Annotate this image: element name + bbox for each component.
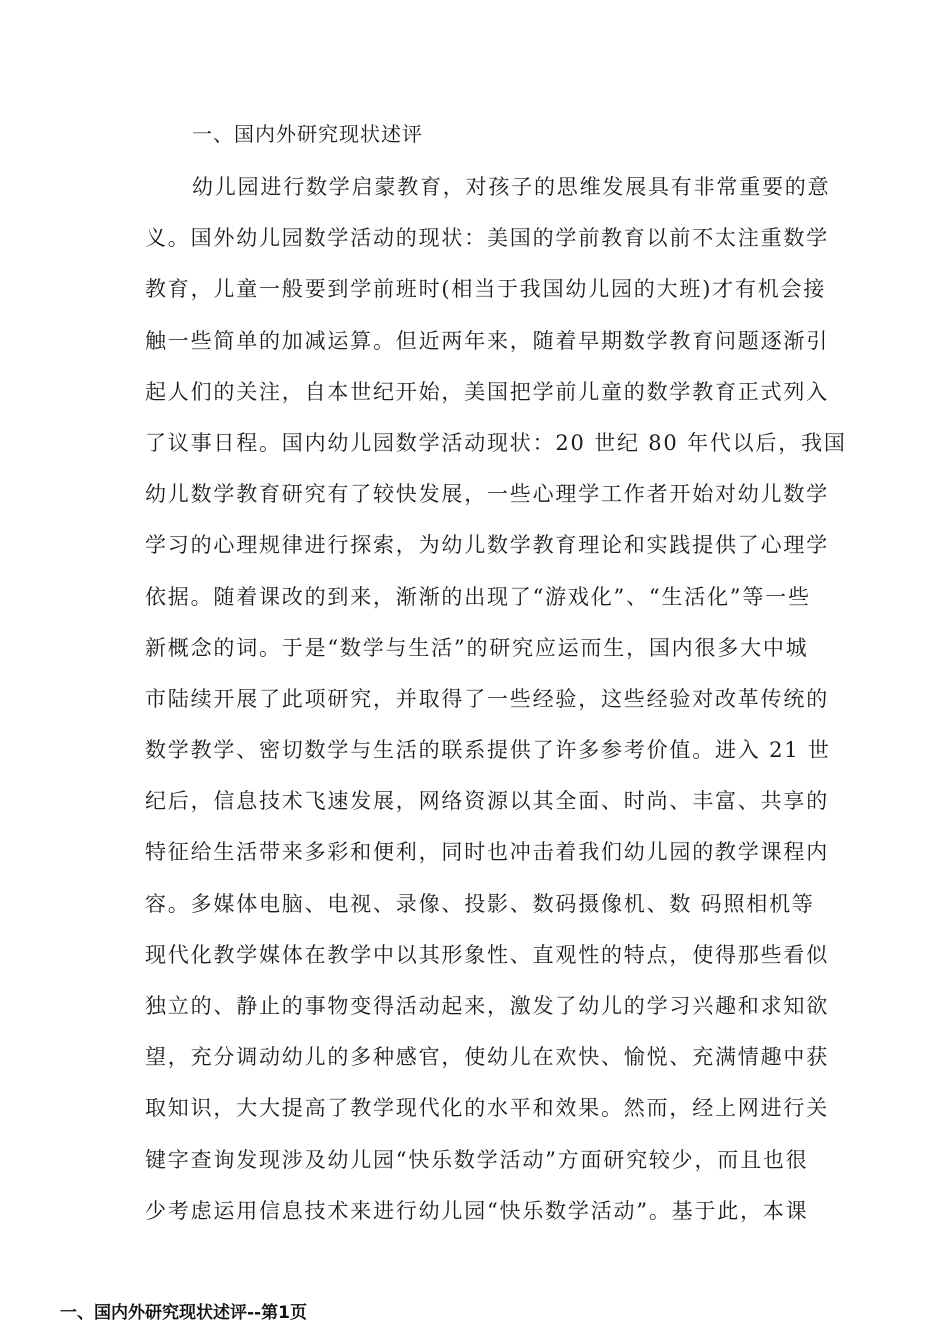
text-line: 少考虑运用信息技术来进行幼儿园“快乐数学活动”。基于此，本课 <box>145 1198 809 1223</box>
text-line: 取知识，大大提高了教学现代化的水平和效果。然而，经上网进行关 <box>145 1096 829 1121</box>
text-line: 触一些简单的加减运算。但近两年来，随着早期数学教育问题逐渐引 <box>145 328 829 353</box>
text-line: 现代化教学媒体在教学中以其形象性、直观性的特点，使得那些看似 <box>145 942 829 967</box>
text-line: 幼儿园进行数学启蒙教育，对孩子的思维发展具有非常重要的意 <box>192 175 831 199</box>
text-line: 数学教学、密切数学与生活的联系提供了许多参考价值。进入 21 世 <box>145 738 831 763</box>
text-line: 新概念的词。于是“数学与生活”的研究应运而生，国内很多大中城 <box>145 635 809 660</box>
text-line: 特征给生活带来多彩和便利，同时也冲击着我们幼儿园的教学课程内 <box>145 840 829 865</box>
text-line: 键字查询发现涉及幼儿园“快乐数学活动”方面研究较少，而且也很 <box>145 1147 809 1172</box>
text-line: 依据。随着课改的到来，渐渐的出现了“游戏化”、“生活化”等一些 <box>145 584 811 609</box>
text-line: 幼儿数学教育研究有了较快发展，一些心理学工作者开始对幼儿数学 <box>145 482 829 507</box>
text-line: 义。国外幼儿园数学活动的现状：美国的学前教育以前不太注重数学 <box>145 226 829 251</box>
section-heading: 一、国内外研究现状述评 <box>192 122 423 146</box>
text-line: 望，充分调动幼儿的多种感官，使幼儿在欢快、愉悦、充满情趣中获 <box>145 1045 829 1070</box>
text-line: 容。多媒体电脑、电视、录像、投影、数码摄像机、数 码照相机等 <box>145 891 815 916</box>
text-line: 市陆续开展了此项研究，并取得了一些经验，这些经验对改革传统的 <box>145 686 829 711</box>
text-line: 起人们的关注，自本世纪开始，美国把学前儿童的数学教育正式列入 <box>145 379 829 404</box>
text-line: 了议事日程。国内幼儿园数学活动现状：20 世纪 80 年代以后，我国 <box>145 430 847 455</box>
text-line: 学习的心理规律进行探索，为幼儿数学教育理论和实践提供了心理学 <box>145 533 829 558</box>
body-paragraph <box>145 167 847 1242</box>
page-footer: 一、国内外研究现状述评--第1页 <box>60 1303 307 1323</box>
text-line: 纪后，信息技术飞速发展，网络资源以其全面、时尚、丰富、共享的 <box>145 789 829 814</box>
text-line: 独立的、静止的事物变得活动起来，激发了幼儿的学习兴趣和求知欲 <box>145 994 829 1018</box>
text-line: 教育，儿童一般要到学前班时(相当于我国幼儿园的大班)才有机会接 <box>145 277 827 302</box>
